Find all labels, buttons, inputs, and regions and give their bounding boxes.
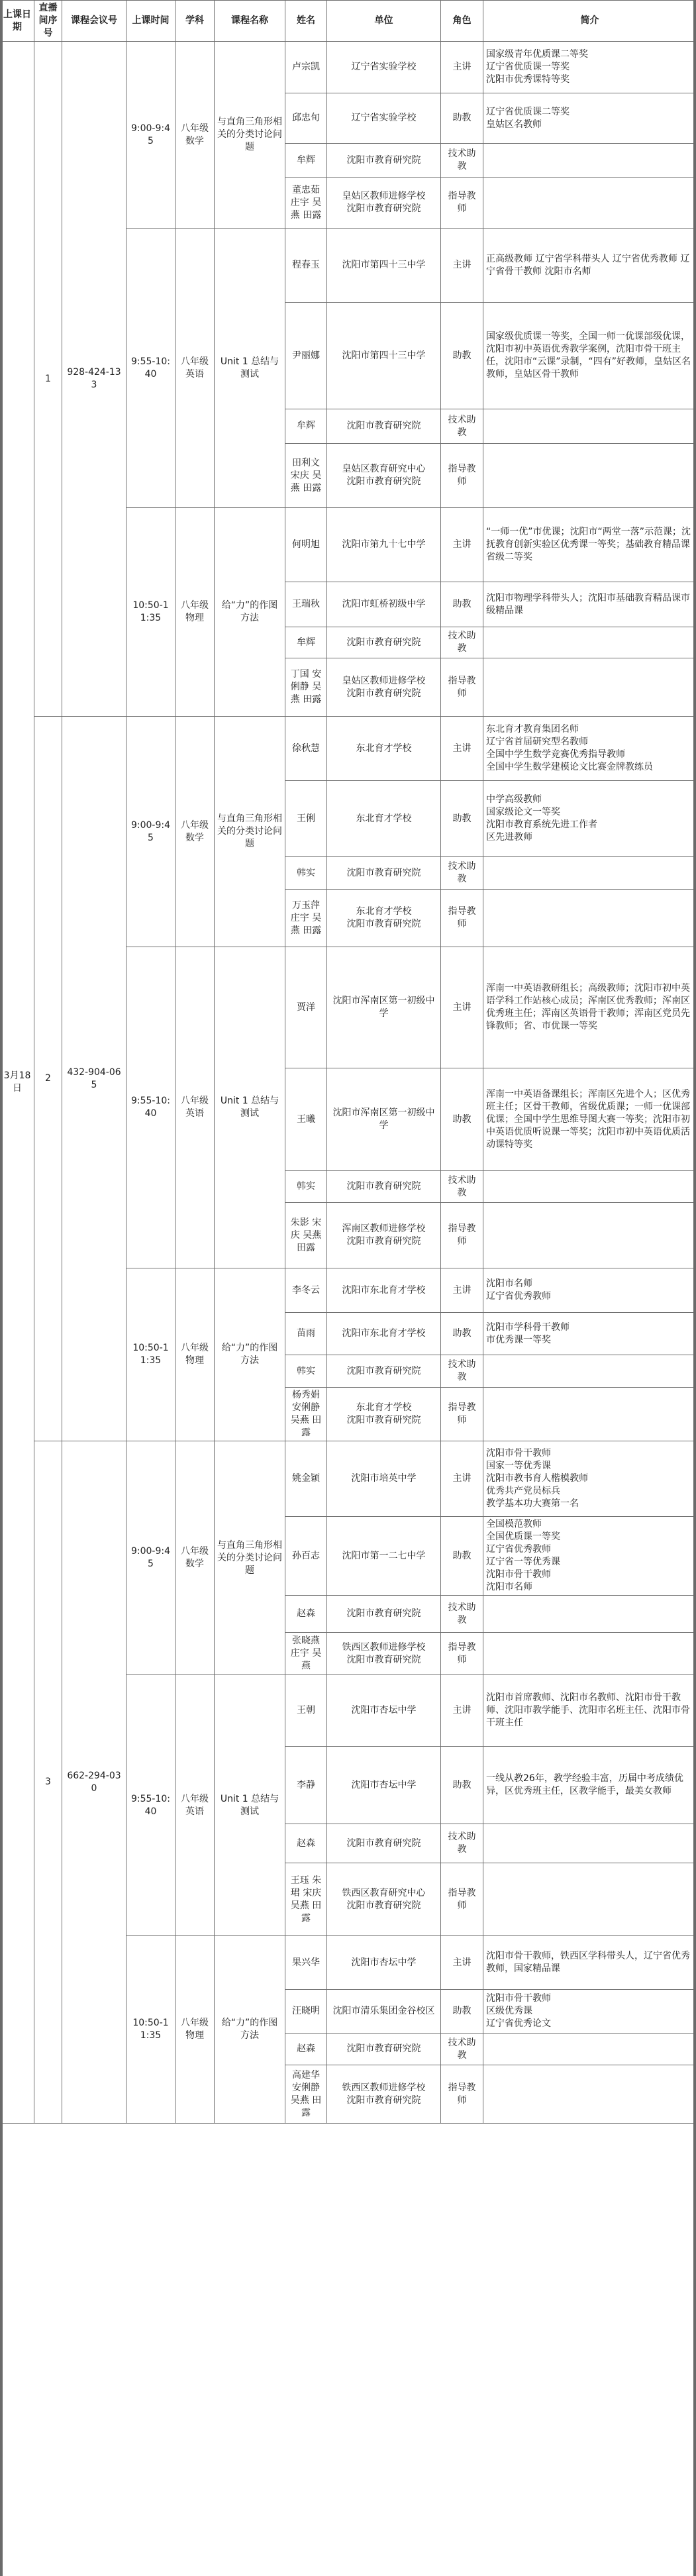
intro-cell [483, 1863, 696, 1936]
intro-cell: 辽宁省优质课二等奖 皇姑区名教师 [483, 93, 696, 144]
right-edge-rule [693, 0, 696, 2576]
room-number-cell: 1 [34, 42, 62, 717]
role-cell: 主讲 [441, 947, 483, 1068]
unit-cell: 沈阳市东北育才学校 [327, 1268, 441, 1313]
name-cell: 万玉萍 庄宇 吴燕 田露 [285, 890, 327, 947]
room-number-cell: 2 [34, 717, 62, 1441]
date-cell: 3月18日 [1, 42, 34, 2124]
time-cell: 9:55-10:40 [126, 947, 175, 1268]
role-cell: 助教 [441, 781, 483, 857]
role-cell: 主讲 [441, 1936, 483, 1990]
table-body [1, 42, 696, 2124]
name-cell: 程春玉 [285, 229, 327, 303]
unit-cell: 沈阳市清乐集团金谷校区 [327, 1990, 441, 2034]
role-cell: 指导教师 [441, 890, 483, 947]
intro-cell: 沈阳市学科骨干教师 市优秀课一等奖 [483, 1313, 696, 1355]
unit-cell: 辽宁省实验学校 [327, 42, 441, 93]
intro-cell [483, 658, 696, 717]
name-cell: 卢宗凯 [285, 42, 327, 93]
intro-cell [483, 2034, 696, 2065]
role-cell: 技术助教 [441, 144, 483, 178]
unit-cell: 东北育才学校 沈阳市教育研究院 [327, 1388, 441, 1441]
intro-cell: 浑南一中英语教研组长；高级教师；沈阳市初中英语学科工作站核心成员；浑南区优秀教师；浑南区优秀班主任；浑南区英语骨干教师；浑南区党员先锋教师；省、市优课一等奖 [483, 947, 696, 1068]
name-cell: 韩实 [285, 857, 327, 890]
name-cell: 何明旭 [285, 508, 327, 582]
room-number-cell: 3 [34, 1441, 62, 2124]
role-cell: 助教 [441, 1747, 483, 1824]
header-cell: 上课日期 [1, 1, 34, 42]
table-header [1, 1, 696, 42]
meeting-id-cell: 662-294-030 [62, 1441, 126, 2124]
time-cell: 10:50-11:35 [126, 1268, 175, 1441]
time-cell: 9:00-9:45 [126, 717, 175, 947]
intro-cell: 正高级教师 辽宁省学科带头人 辽宁省优秀教师 辽宁省骨干教师 沈阳市名师 [483, 229, 696, 303]
intro-cell: “一师一优”市优课；沈阳市“两堂一落”示范课；沈抚教育创新实验区优秀课一等奖；基础教育精品课省级二等奖 [483, 508, 696, 582]
role-cell: 技术助教 [441, 1171, 483, 1203]
unit-cell: 铁西区教师进修学校 沈阳市教育研究院 [327, 2065, 441, 2124]
intro-cell [483, 627, 696, 658]
role-cell: 技术助教 [441, 1596, 483, 1633]
role-cell: 助教 [441, 303, 483, 409]
name-cell: 田利文 宋庆 吴燕 田露 [285, 444, 327, 508]
role-cell: 指导教师 [441, 178, 483, 229]
unit-cell: 东北育才学校 [327, 717, 441, 781]
name-cell: 赵森 [285, 1596, 327, 1633]
role-cell: 技术助教 [441, 627, 483, 658]
subject-cell: 八年级 物理 [175, 1268, 215, 1441]
intro-cell [483, 144, 696, 178]
subject-cell: 八年级 数学 [175, 717, 215, 947]
name-cell: 王珏 朱珺 宋庆 吴燕 田露 [285, 1863, 327, 1936]
course-title-cell: Unit 1 总结与测试 [215, 947, 285, 1268]
time-cell: 10:50-11:35 [126, 508, 175, 717]
name-cell: 牟辉 [285, 144, 327, 178]
unit-cell: 沈阳市教育研究院 [327, 1824, 441, 1863]
name-cell: 杨秀娟 安俐静 吴燕 田露 [285, 1388, 327, 1441]
course-title-cell: 与直角三角形相关的分类讨论问题 [215, 717, 285, 947]
unit-cell: 沈阳市教育研究院 [327, 1355, 441, 1388]
unit-cell: 铁西区教育研究中心 沈阳市教育研究院 [327, 1863, 441, 1936]
intro-cell: 沈阳市骨干教师，铁西区学科带头人，辽宁省优秀教师，国家精品课 [483, 1936, 696, 1990]
unit-cell: 沈阳市教育研究院 [327, 1596, 441, 1633]
unit-cell: 沈阳市教育研究院 [327, 627, 441, 658]
unit-cell: 沈阳市第四十三中学 [327, 229, 441, 303]
role-cell: 指导教师 [441, 1203, 483, 1268]
subject-cell: 八年级 物理 [175, 1936, 215, 2124]
name-cell: 韩实 [285, 1171, 327, 1203]
time-cell: 9:00-9:45 [126, 1441, 175, 1675]
table-row [1, 717, 696, 781]
name-cell: 贾洋 [285, 947, 327, 1068]
subject-cell: 八年级 英语 [175, 947, 215, 1268]
name-cell: 果兴华 [285, 1936, 327, 1990]
header-row [1, 1, 696, 42]
intro-cell: 一线从教26年，教学经验丰富，历届中考成绩优异，区优秀班主任，区教学能手，最美女教师 [483, 1747, 696, 1824]
subject-cell: 八年级 英语 [175, 229, 215, 508]
unit-cell: 沈阳市教育研究院 [327, 1171, 441, 1203]
unit-cell: 沈阳市教育研究院 [327, 857, 441, 890]
intro-cell: 全国模范教师 全国优质课一等奖 辽宁省优秀教师 辽宁省一等优秀课 沈阳市骨干教师 沈阳市名师 [483, 1517, 696, 1596]
role-cell: 主讲 [441, 42, 483, 93]
intro-cell [483, 1633, 696, 1675]
name-cell: 张晓燕 庄宇 吴燕 [285, 1633, 327, 1675]
course-title-cell: 给“力”的作图方法 [215, 1936, 285, 2124]
unit-cell: 沈阳市杏坛中学 [327, 1747, 441, 1824]
name-cell: 王朝 [285, 1675, 327, 1747]
name-cell: 王俐 [285, 781, 327, 857]
role-cell: 助教 [441, 93, 483, 144]
name-cell: 赵森 [285, 1824, 327, 1863]
unit-cell: 沈阳市第四十三中学 [327, 303, 441, 409]
intro-cell: 东北育才教育集团名师 辽宁省首届研究型名教师 全国中学生数学竞赛优秀指导教师 全国中学生数学建模论文比赛金牌教练员 [483, 717, 696, 781]
role-cell: 主讲 [441, 1441, 483, 1517]
name-cell: 高建华 安俐静 吴燕 田露 [285, 2065, 327, 2124]
header-cell: 直播间序号 [34, 1, 62, 42]
subject-cell: 八年级 物理 [175, 508, 215, 717]
role-cell: 主讲 [441, 1675, 483, 1747]
name-cell: 姚金颖 [285, 1441, 327, 1517]
unit-cell: 沈阳市第九十七中学 [327, 508, 441, 582]
unit-cell: 沈阳市教育研究院 [327, 2034, 441, 2065]
left-edge-rule [0, 0, 3, 2576]
name-cell: 孙百志 [285, 1517, 327, 1596]
name-cell: 牟辉 [285, 627, 327, 658]
role-cell: 技术助教 [441, 1355, 483, 1388]
intro-cell [483, 1203, 696, 1268]
role-cell: 主讲 [441, 717, 483, 781]
name-cell: 牟辉 [285, 409, 327, 444]
unit-cell: 沈阳市教育研究院 [327, 409, 441, 444]
name-cell: 韩实 [285, 1355, 327, 1388]
name-cell: 丁国 安俐静 吴燕 田露 [285, 658, 327, 717]
name-cell: 李静 [285, 1747, 327, 1824]
name-cell: 朱影 宋庆 吴燕 田露 [285, 1203, 327, 1268]
name-cell: 王曦 [285, 1068, 327, 1171]
table-row [1, 1441, 696, 1517]
name-cell: 徐秋慧 [285, 717, 327, 781]
time-cell: 9:00-9:45 [126, 42, 175, 229]
subject-cell: 八年级 数学 [175, 1441, 215, 1675]
subject-cell: 八年级 英语 [175, 1675, 215, 1936]
role-cell: 指导教师 [441, 2065, 483, 2124]
unit-cell: 沈阳市浑南区第一初级中学 [327, 947, 441, 1068]
role-cell: 主讲 [441, 229, 483, 303]
header-cell: 姓名 [285, 1, 327, 42]
intro-cell: 沈阳市首席教师、沈阳市名教师、沈阳市骨干教师、沈阳市教学能手、沈阳市名班主任、沈阳市骨干班主任 [483, 1675, 696, 1747]
time-cell: 10:50-11:35 [126, 1936, 175, 2124]
name-cell: 邱忠旬 [285, 93, 327, 144]
intro-cell [483, 890, 696, 947]
unit-cell: 沈阳市虹桥初级中学 [327, 582, 441, 627]
header-cell: 课程会议号 [62, 1, 126, 42]
name-cell: 苗雨 [285, 1313, 327, 1355]
header-cell: 单位 [327, 1, 441, 42]
intro-cell: 沈阳市物理学科带头人；沈阳市基础教育精品课市级精品课 [483, 582, 696, 627]
table-row [1, 42, 696, 93]
unit-cell: 沈阳市杏坛中学 [327, 1936, 441, 1990]
intro-cell [483, 857, 696, 890]
role-cell: 助教 [441, 1068, 483, 1171]
header-cell: 简介 [483, 1, 696, 42]
role-cell: 助教 [441, 1990, 483, 2034]
role-cell: 助教 [441, 1313, 483, 1355]
unit-cell: 沈阳市浑南区第一初级中学 [327, 1068, 441, 1171]
unit-cell: 皇姑区教师进修学校 沈阳市教育研究院 [327, 658, 441, 717]
unit-cell: 沈阳市教育研究院 [327, 144, 441, 178]
intro-cell [483, 409, 696, 444]
header-cell: 课程名称 [215, 1, 285, 42]
unit-cell: 沈阳市培英中学 [327, 1441, 441, 1517]
role-cell: 技术助教 [441, 409, 483, 444]
header-cell: 上课时间 [126, 1, 175, 42]
role-cell: 指导教师 [441, 1388, 483, 1441]
role-cell: 助教 [441, 582, 483, 627]
header-cell: 学科 [175, 1, 215, 42]
intro-cell: 沈阳市名师 辽宁省优秀教师 [483, 1268, 696, 1313]
intro-cell [483, 1355, 696, 1388]
role-cell: 技术助教 [441, 1824, 483, 1863]
unit-cell: 铁西区教师进修学校 沈阳市教育研究院 [327, 1633, 441, 1675]
time-cell: 9:55-10:40 [126, 229, 175, 508]
meeting-id-cell: 432-904-065 [62, 717, 126, 1441]
intro-cell [483, 1824, 696, 1863]
role-cell: 助教 [441, 1517, 483, 1596]
course-title-cell: Unit 1 总结与测试 [215, 1675, 285, 1936]
unit-cell: 皇姑区教师进修学校 沈阳市教育研究院 [327, 178, 441, 229]
course-title-cell: Unit 1 总结与测试 [215, 229, 285, 508]
role-cell: 指导教师 [441, 658, 483, 717]
name-cell: 赵森 [285, 2034, 327, 2065]
intro-cell: 浑南一中英语备课组长；浑南区先进个人；区优秀班主任；区骨干教师，省级优质课；一师一优课部优课；全国中学生思维导图大赛一等奖；沈阳市初中英语优质听说课一等奖；沈阳市初中英语优质活动课特等奖 [483, 1068, 696, 1171]
name-cell: 李冬云 [285, 1268, 327, 1313]
header-cell: 角色 [441, 1, 483, 42]
unit-cell: 东北育才学校 沈阳市教育研究院 [327, 890, 441, 947]
role-cell: 技术助教 [441, 2034, 483, 2065]
intro-cell [483, 178, 696, 229]
role-cell: 指导教师 [441, 1863, 483, 1936]
role-cell: 指导教师 [441, 444, 483, 508]
course-title-cell: 给“力”的作图方法 [215, 1268, 285, 1441]
intro-cell [483, 444, 696, 508]
unit-cell: 辽宁省实验学校 [327, 93, 441, 144]
role-cell: 主讲 [441, 1268, 483, 1313]
unit-cell: 浑南区教师进修学校 沈阳市教育研究院 [327, 1203, 441, 1268]
intro-cell [483, 2065, 696, 2124]
intro-cell: 国家级优质课一等奖，全国一师一优课部级优课，沈阳市初中英语优秀教学案例，沈阳市骨干班主任，沈阳市“云课”录制，“四有”好教师，皇姑区名教师，皇姑区骨干教师 [483, 303, 696, 409]
intro-cell [483, 1388, 696, 1441]
role-cell: 技术助教 [441, 857, 483, 890]
unit-cell: 沈阳市第一二七中学 [327, 1517, 441, 1596]
role-cell: 指导教师 [441, 1633, 483, 1675]
course-title-cell: 与直角三角形相关的分类讨论问题 [215, 1441, 285, 1675]
subject-cell: 八年级 数学 [175, 42, 215, 229]
course-title-cell: 与直角三角形相关的分类讨论问题 [215, 42, 285, 229]
intro-cell: 国家级青年优质课二等奖 辽宁省优质课一等奖 沈阳市优秀课特等奖 [483, 42, 696, 93]
meeting-id-cell: 928-424-133 [62, 42, 126, 717]
intro-cell: 沈阳市骨干教师 区级优秀课 辽宁省优秀论文 [483, 1990, 696, 2034]
name-cell: 尹丽娜 [285, 303, 327, 409]
unit-cell: 东北育才学校 [327, 781, 441, 857]
unit-cell: 沈阳市杏坛中学 [327, 1675, 441, 1747]
name-cell: 王瑞秋 [285, 582, 327, 627]
intro-cell: 中学高级教师 国家级论文一等奖 沈阳市教育系统先进工作者 区先进教师 [483, 781, 696, 857]
course-title-cell: 给“力”的作图方法 [215, 508, 285, 717]
name-cell: 汪晓明 [285, 1990, 327, 2034]
intro-cell [483, 1171, 696, 1203]
unit-cell: 沈阳市东北育才学校 [327, 1313, 441, 1355]
intro-cell: 沈阳市骨干教师 国家一等优秀课 沈阳市教书育人楷模教师 优秀共产党员标兵 教学基本功大赛第一名 [483, 1441, 696, 1517]
role-cell: 主讲 [441, 508, 483, 582]
name-cell: 董忠茹 庄宇 吴燕 田露 [285, 178, 327, 229]
unit-cell: 皇姑区教育研究中心 沈阳市教育研究院 [327, 444, 441, 508]
time-cell: 9:55-10:40 [126, 1675, 175, 1936]
intro-cell [483, 1596, 696, 1633]
